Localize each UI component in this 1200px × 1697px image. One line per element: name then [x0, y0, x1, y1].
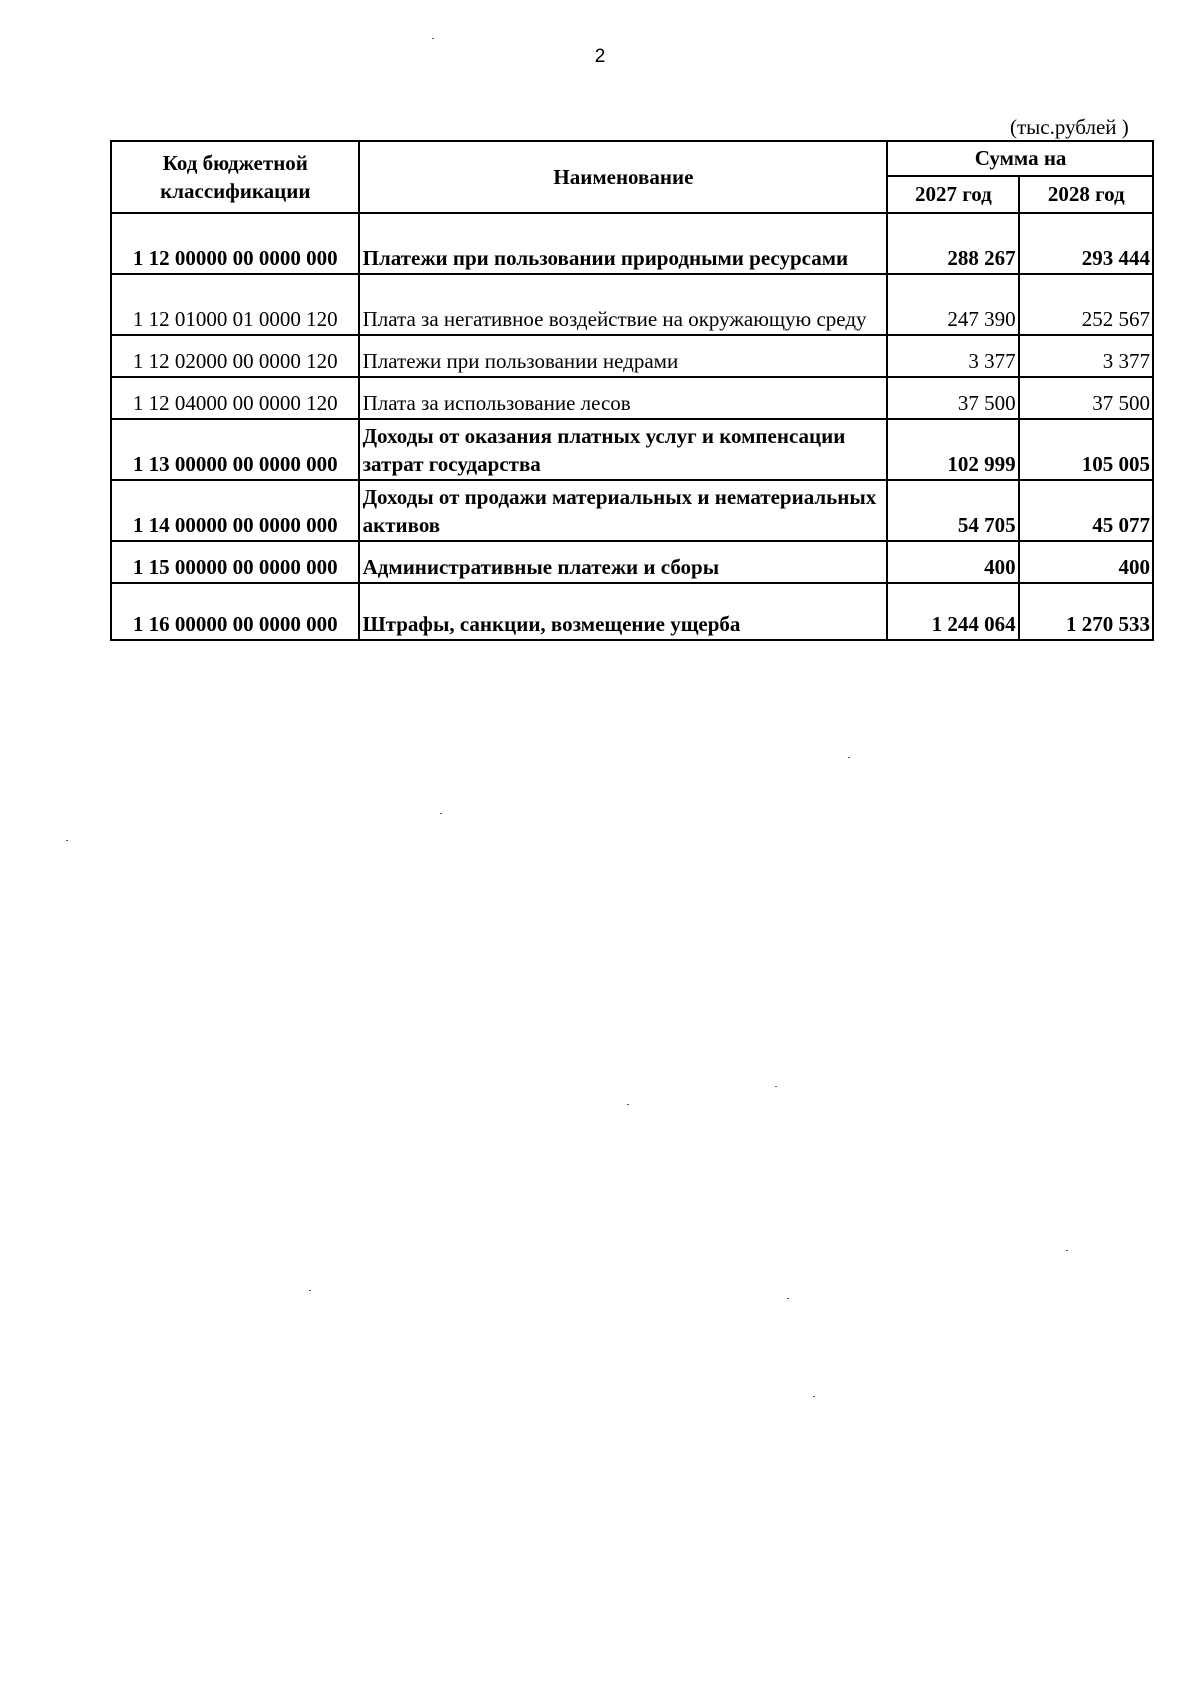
budget-table: [110, 140, 1154, 641]
row-code: 1 13 00000 00 0000 000: [111, 419, 359, 480]
scan-speck: [432, 38, 434, 39]
header-name: Наименование: [359, 141, 888, 213]
row-code: 1 14 00000 00 0000 000: [111, 480, 359, 541]
row-value-2027: 247 390: [887, 274, 1018, 335]
page-number: 2: [594, 46, 606, 67]
row-value-2027: 3 377: [887, 335, 1018, 377]
scan-speck: [848, 757, 850, 758]
row-name: Доходы от продажи материальных и нематериальных активов: [359, 480, 888, 541]
scan-speck: [309, 1290, 311, 1291]
table-row: [111, 335, 1153, 377]
row-value-2027: 54 705: [887, 480, 1018, 541]
table-row: [111, 274, 1153, 335]
table-row: [111, 419, 1153, 480]
units-label: (тыс.рублей ): [1010, 115, 1129, 139]
row-value-2027: 400: [887, 541, 1018, 583]
table-row: [111, 583, 1153, 640]
row-name: Штрафы, санкции, возмещение ущерба: [359, 583, 888, 640]
scan-speck: [775, 1086, 777, 1087]
row-value-2028: 293 444: [1019, 213, 1153, 274]
row-value-2028: 400: [1019, 541, 1153, 583]
row-name: Доходы от оказания платных услуг и компенсации затрат государства: [359, 419, 888, 480]
row-value-2028: 105 005: [1019, 419, 1153, 480]
header-year-2028: 2028 год: [1019, 176, 1153, 213]
row-value-2027: 1 244 064: [887, 583, 1018, 640]
row-code: 1 16 00000 00 0000 000: [111, 583, 359, 640]
row-value-2028: 3 377: [1019, 335, 1153, 377]
row-code: 1 15 00000 00 0000 000: [111, 541, 359, 583]
table-row: [111, 377, 1153, 419]
scan-speck: [627, 1104, 629, 1105]
scan-speck: [440, 813, 442, 814]
row-code: 1 12 00000 00 0000 000: [111, 213, 359, 274]
row-value-2027: 37 500: [887, 377, 1018, 419]
table-row: [111, 213, 1153, 274]
scan-speck: [66, 840, 68, 841]
row-value-2028: 1 270 533: [1019, 583, 1153, 640]
header-sum-group: Сумма на: [887, 141, 1153, 176]
row-value-2028: 45 077: [1019, 480, 1153, 541]
scan-speck: [1066, 1250, 1068, 1251]
table-row: [111, 541, 1153, 583]
row-value-2028: 37 500: [1019, 377, 1153, 419]
row-code: 1 12 01000 01 0000 120: [111, 274, 359, 335]
row-name: Административные платежи и сборы: [359, 541, 888, 583]
header-code: Код бюджетной классификации: [111, 141, 359, 213]
row-code: 1 12 02000 00 0000 120: [111, 335, 359, 377]
header-year-2027: 2027 год: [887, 176, 1018, 213]
row-name: Платежи при пользовании недрами: [359, 335, 888, 377]
table-row: [111, 480, 1153, 541]
row-value-2028: 252 567: [1019, 274, 1153, 335]
scan-speck: [813, 1396, 815, 1397]
scan-speck: [787, 1298, 789, 1299]
row-name: Плата за негативное воздействие на окружающую среду: [359, 274, 888, 335]
row-value-2027: 288 267: [887, 213, 1018, 274]
row-code: 1 12 04000 00 0000 120: [111, 377, 359, 419]
row-name: Плата за использование лесов: [359, 377, 888, 419]
row-name: Платежи при пользовании природными ресурсами: [359, 213, 888, 274]
row-value-2027: 102 999: [887, 419, 1018, 480]
